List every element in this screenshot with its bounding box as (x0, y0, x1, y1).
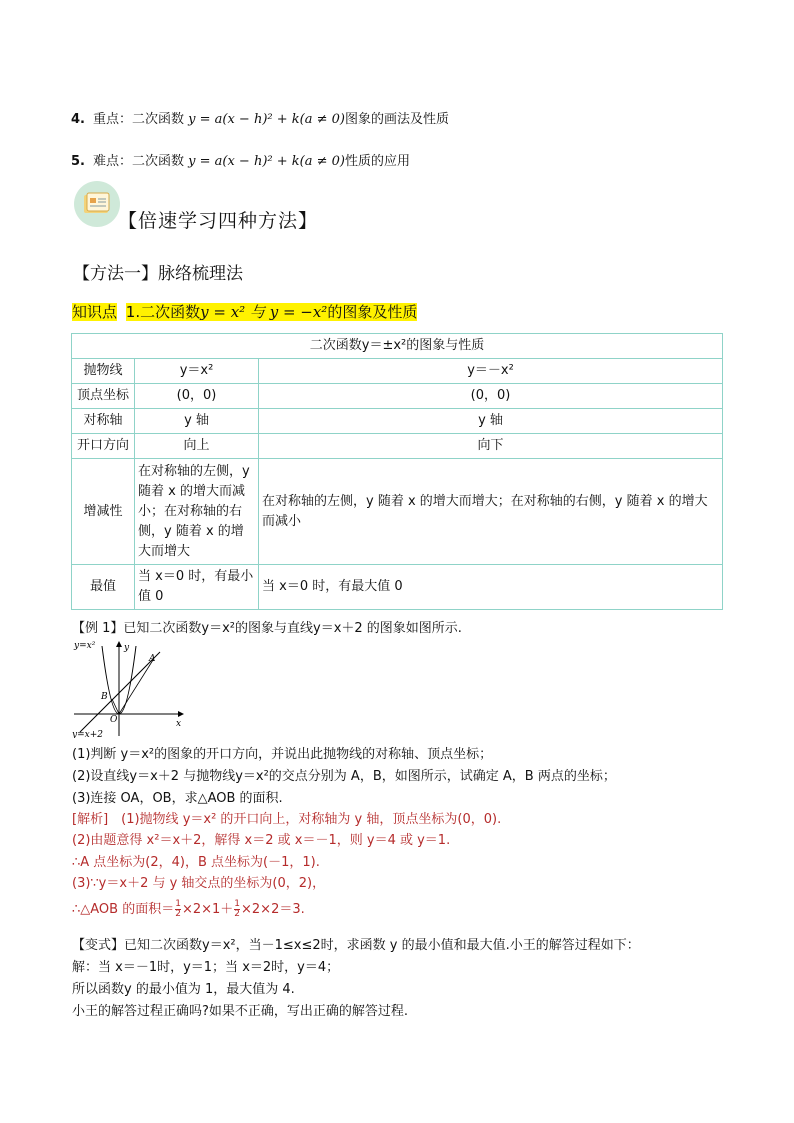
variant-line-4: 小王的解答过程正确吗?如果不正确，写出正确的解答过程. (72, 1004, 409, 1019)
key-point-5: 5. 难点：二次函数 y = a(x − h)² + k(a ≠ 0)性质的应用 (71, 154, 410, 169)
example-intro: 【例 1】已知二次函数y＝x²的图象与直线y＝x＋2 的图象如图所示. (72, 621, 462, 636)
notebook-icon (73, 180, 121, 228)
variant-line-2: 解：当 x＝－1时，y＝1；当 x＝2时，y＝4； (72, 960, 340, 975)
table-row: 最值 当 x＝0 时，有最小值 0 当 x＝0 时，有最大值 0 (72, 565, 723, 610)
knowledge-tag: 知识点 (72, 303, 118, 321)
solution-4: (3)∵y＝x＋2 与 y 轴交点的坐标为(0，2)， (72, 876, 326, 891)
solution-2: (2)由题意得 x²＝x＋2，解得 x＝2 或 x＝－1，则 y＝4 或 y＝1. (72, 833, 451, 848)
line-label: y=x+2 (72, 730, 103, 738)
table-row: 开口方向 向上 向下 (72, 434, 723, 459)
question-3: (3)连接 OA，OB，求△AOB 的面积. (72, 791, 283, 806)
solution-3: ∴A 点坐标为(2，4)，B 点坐标为(－1，1). (72, 855, 320, 870)
table-row: 对称轴 y 轴 y 轴 (72, 409, 723, 434)
fraction-half: $\frac{1}{2}$ (175, 899, 181, 919)
point-b-label: B (101, 692, 108, 702)
method-title: 【方法一】脉络梳理法 (73, 264, 243, 284)
table-row: 增减性 在对称轴的左侧，y随着 x 的增大而减小；在对称轴的右侧，y 随着 x 的增大而增大 在对称轴的左侧，y 随着 x 的增大而增大；在对称轴的右侧，y 随着 x 的增大而减小 (72, 459, 723, 565)
knowledge-heading: 知识点 1.二次函数y = x² 与 y = −x²的图象及性质 (72, 303, 418, 321)
curve-label: y=x² (74, 641, 96, 651)
question-2: (2)设直线y＝x＋2 与抛物线y＝x²的交点分别为 A，B，如图所示，试确定 A，B 两点的坐标； (72, 769, 616, 784)
key-point-4: 4. 重点：二次函数 y = a(x − h)² + k(a ≠ 0)图象的画法及性质 (71, 112, 449, 127)
origin-label: O (110, 715, 118, 725)
table-row: 顶点坐标 (0，0) (0，0) (72, 384, 723, 409)
point-a-label: A (149, 654, 156, 664)
table-row: 抛物线 y＝x² y＝－x² (72, 359, 723, 384)
solution-5: ∴△AOB 的面积＝ $\frac{1}{2}$ ×2×1＋ $\frac{1}{2}$ ×2×2＝3. (72, 899, 305, 919)
example-graph (72, 638, 187, 738)
question-1: (1)判断 y＝x²的图象的开口方向，并说出此抛物线的对称轴、顶点坐标； (72, 747, 493, 762)
table-title: 二次函数y＝±x²的图象与性质 (72, 334, 723, 359)
x-axis-label: x (176, 719, 182, 729)
solution-1: [解析] (1)抛物线 y＝x² 的开口向上，对称轴为 y 轴，顶点坐标为(0，0). (72, 812, 502, 827)
y-axis-label: y (124, 643, 130, 653)
fraction-half: $\frac{1}{2}$ (234, 899, 241, 919)
variant-line-3: 所以函数y 的最小值为 1，最大值为 4. (72, 982, 295, 997)
section-title: 【倍速学习四种方法】 (118, 210, 319, 232)
variant-question: 【变式】已知二次函数y＝x²，当－1≤x≤2时，求函数 y 的最小值和最大值.小王的解答过程如下： (72, 938, 640, 953)
properties-table (71, 333, 723, 610)
